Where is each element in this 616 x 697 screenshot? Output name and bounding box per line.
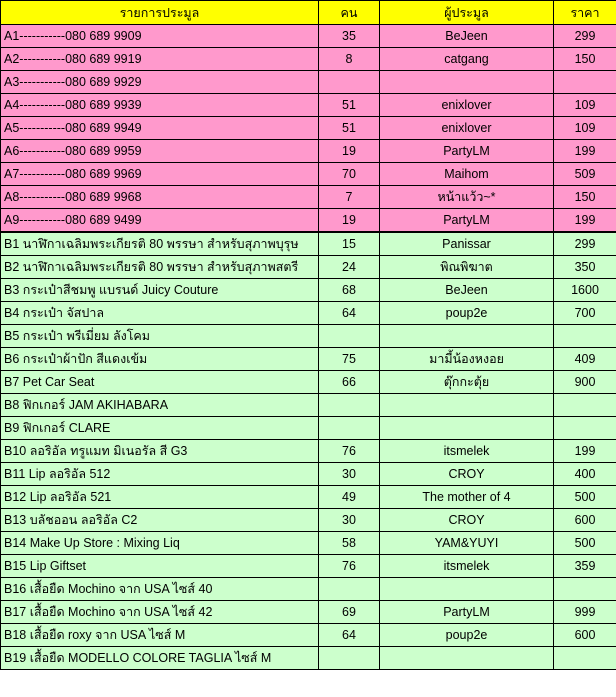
bidder-cell: Maihom: [380, 163, 554, 186]
price-cell: 150: [554, 48, 616, 71]
bidder-cell: itsmelek: [380, 555, 554, 578]
bidder-cell: หน้าแว้ว~*: [380, 186, 554, 209]
item-cell: A6-----------080 689 9959: [1, 140, 319, 163]
table-row: [1, 48, 616, 71]
bidder-cell: itsmelek: [380, 440, 554, 463]
item-cell: B2 นาฬิกาเฉลิมพระเกียรติ 80 พรรษา สำหรับสุภาพสตรี: [1, 256, 319, 279]
people-cell: [319, 325, 380, 348]
item-cell: A9-----------080 689 9499: [1, 209, 319, 233]
table-row: [1, 71, 616, 94]
people-cell: 7: [319, 186, 380, 209]
price-cell: 350: [554, 256, 616, 279]
price-cell: 109: [554, 117, 616, 140]
bidder-cell: พิณพิฆาต: [380, 256, 554, 279]
item-cell: B12 Lip ลอริอัล 521: [1, 486, 319, 509]
people-cell: [319, 394, 380, 417]
bidder-cell: [380, 394, 554, 417]
item-cell: A4-----------080 689 9939: [1, 94, 319, 117]
people-cell: [319, 71, 380, 94]
bidder-cell: ตุ๊กกะตุ้ย: [380, 371, 554, 394]
price-cell: [554, 647, 616, 670]
table-row: [1, 279, 616, 302]
item-cell: B8 ฟิกเกอร์ JAM AKIHABARA: [1, 394, 319, 417]
people-cell: 68: [319, 279, 380, 302]
bidder-cell: CROY: [380, 509, 554, 532]
item-cell: A2-----------080 689 9919: [1, 48, 319, 71]
table-row: [1, 601, 616, 624]
people-cell: [319, 578, 380, 601]
bidder-cell: [380, 647, 554, 670]
price-cell: 999: [554, 601, 616, 624]
people-cell: [319, 647, 380, 670]
price-cell: 700: [554, 302, 616, 325]
people-cell: 8: [319, 48, 380, 71]
bidder-cell: [380, 71, 554, 94]
price-cell: [554, 578, 616, 601]
table-row: [1, 186, 616, 209]
people-cell: 19: [319, 140, 380, 163]
people-cell: 15: [319, 232, 380, 256]
table-row: [1, 25, 616, 48]
bidder-cell: enixlover: [380, 94, 554, 117]
price-cell: 400: [554, 463, 616, 486]
price-cell: 150: [554, 186, 616, 209]
bidder-cell: poup2e: [380, 624, 554, 647]
table-row: [1, 647, 616, 670]
table-row: [1, 394, 616, 417]
price-cell: [554, 71, 616, 94]
item-cell: B11 Lip ลอริอัล 512: [1, 463, 319, 486]
item-cell: B9 ฟิกเกอร์ CLARE: [1, 417, 319, 440]
bidder-cell: CROY: [380, 463, 554, 486]
item-cell: B10 ลอริอัล ทรูแมท มิเนอรัล สี G3: [1, 440, 319, 463]
table-row: [1, 325, 616, 348]
price-cell: 299: [554, 25, 616, 48]
people-cell: 24: [319, 256, 380, 279]
price-cell: [554, 417, 616, 440]
price-cell: 299: [554, 232, 616, 256]
item-cell: B5 กระเป๋า พรีเมี่ยม ลังโคม: [1, 325, 319, 348]
table-row: [1, 417, 616, 440]
header-bidder: ผู้ประมูล: [380, 1, 554, 25]
table-row: [1, 232, 616, 256]
item-cell: B19 เสื้อยืด MODELLO COLORE TAGLIA ไซส์ M: [1, 647, 319, 670]
table-row: [1, 302, 616, 325]
table-row: [1, 94, 616, 117]
table-row: [1, 209, 616, 233]
item-cell: A8-----------080 689 9968: [1, 186, 319, 209]
price-cell: 199: [554, 140, 616, 163]
people-cell: 70: [319, 163, 380, 186]
header-price: ราคา: [554, 1, 616, 25]
table-row: [1, 117, 616, 140]
item-cell: B1 นาฬิกาเฉลิมพระเกียรติ 80 พรรษา สำหรับสุภาพบุรุษ: [1, 232, 319, 256]
bidder-cell: YAM&YUYI: [380, 532, 554, 555]
price-cell: 199: [554, 440, 616, 463]
item-cell: B17 เสื้อยืด Mochino จาก USA ไซส์ 42: [1, 601, 319, 624]
bidder-cell: enixlover: [380, 117, 554, 140]
people-cell: 30: [319, 509, 380, 532]
bidder-cell: [380, 325, 554, 348]
people-cell: 30: [319, 463, 380, 486]
price-cell: 409: [554, 348, 616, 371]
people-cell: 35: [319, 25, 380, 48]
people-cell: 19: [319, 209, 380, 233]
price-cell: 359: [554, 555, 616, 578]
table-row: [1, 256, 616, 279]
price-cell: [554, 394, 616, 417]
bidder-cell: มามี้น้องหงอย: [380, 348, 554, 371]
price-cell: 1600: [554, 279, 616, 302]
bidder-cell: [380, 417, 554, 440]
bidder-cell: BeJeen: [380, 279, 554, 302]
table-row: [1, 140, 616, 163]
bidder-cell: PartyLM: [380, 209, 554, 233]
price-cell: [554, 325, 616, 348]
table-row: [1, 578, 616, 601]
item-cell: B4 กระเป๋า จัสปาล: [1, 302, 319, 325]
table-row: [1, 348, 616, 371]
people-cell: 49: [319, 486, 380, 509]
people-cell: 75: [319, 348, 380, 371]
table-row: [1, 440, 616, 463]
item-cell: B13 บลัชออน ลอริอัล C2: [1, 509, 319, 532]
people-cell: [319, 417, 380, 440]
people-cell: 76: [319, 555, 380, 578]
bidder-cell: BeJeen: [380, 25, 554, 48]
item-cell: A7-----------080 689 9969: [1, 163, 319, 186]
bidder-cell: catgang: [380, 48, 554, 71]
bidder-cell: poup2e: [380, 302, 554, 325]
price-cell: 109: [554, 94, 616, 117]
item-cell: B3 กระเป๋าสีชมพู แบรนด์ Juicy Couture: [1, 279, 319, 302]
people-cell: 58: [319, 532, 380, 555]
bidder-cell: PartyLM: [380, 140, 554, 163]
price-cell: 199: [554, 209, 616, 233]
price-cell: 600: [554, 624, 616, 647]
people-cell: 64: [319, 302, 380, 325]
price-cell: 900: [554, 371, 616, 394]
item-cell: B7 Pet Car Seat: [1, 371, 319, 394]
table-row: [1, 463, 616, 486]
people-cell: 69: [319, 601, 380, 624]
item-cell: A5-----------080 689 9949: [1, 117, 319, 140]
table-row: [1, 532, 616, 555]
item-cell: B18 เสื้อยืด roxy จาก USA ไซส์ M: [1, 624, 319, 647]
table-row: [1, 509, 616, 532]
item-cell: A3-----------080 689 9929: [1, 71, 319, 94]
bidder-cell: [380, 578, 554, 601]
item-cell: B6 กระเป๋าผ้าปัก สีแดงเข้ม: [1, 348, 319, 371]
price-cell: 500: [554, 486, 616, 509]
people-cell: 66: [319, 371, 380, 394]
people-cell: 51: [319, 117, 380, 140]
price-cell: 509: [554, 163, 616, 186]
bidder-cell: PartyLM: [380, 601, 554, 624]
table-row: [1, 371, 616, 394]
header-people: คน: [319, 1, 380, 25]
price-cell: 500: [554, 532, 616, 555]
header-row: [1, 1, 616, 25]
header-item: รายการประมูล: [1, 1, 319, 25]
item-cell: B16 เสื้อยืด Mochino จาก USA ไซส์ 40: [1, 578, 319, 601]
table-row: [1, 555, 616, 578]
item-cell: B14 Make Up Store : Mixing Liq: [1, 532, 319, 555]
table-row: [1, 163, 616, 186]
bidder-cell: The mother of 4: [380, 486, 554, 509]
item-cell: B15 Lip Giftset: [1, 555, 319, 578]
item-cell: A1-----------080 689 9909: [1, 25, 319, 48]
people-cell: 76: [319, 440, 380, 463]
bidder-cell: Panissar: [380, 232, 554, 256]
people-cell: 64: [319, 624, 380, 647]
price-cell: 600: [554, 509, 616, 532]
people-cell: 51: [319, 94, 380, 117]
table-row: [1, 624, 616, 647]
table-row: [1, 486, 616, 509]
